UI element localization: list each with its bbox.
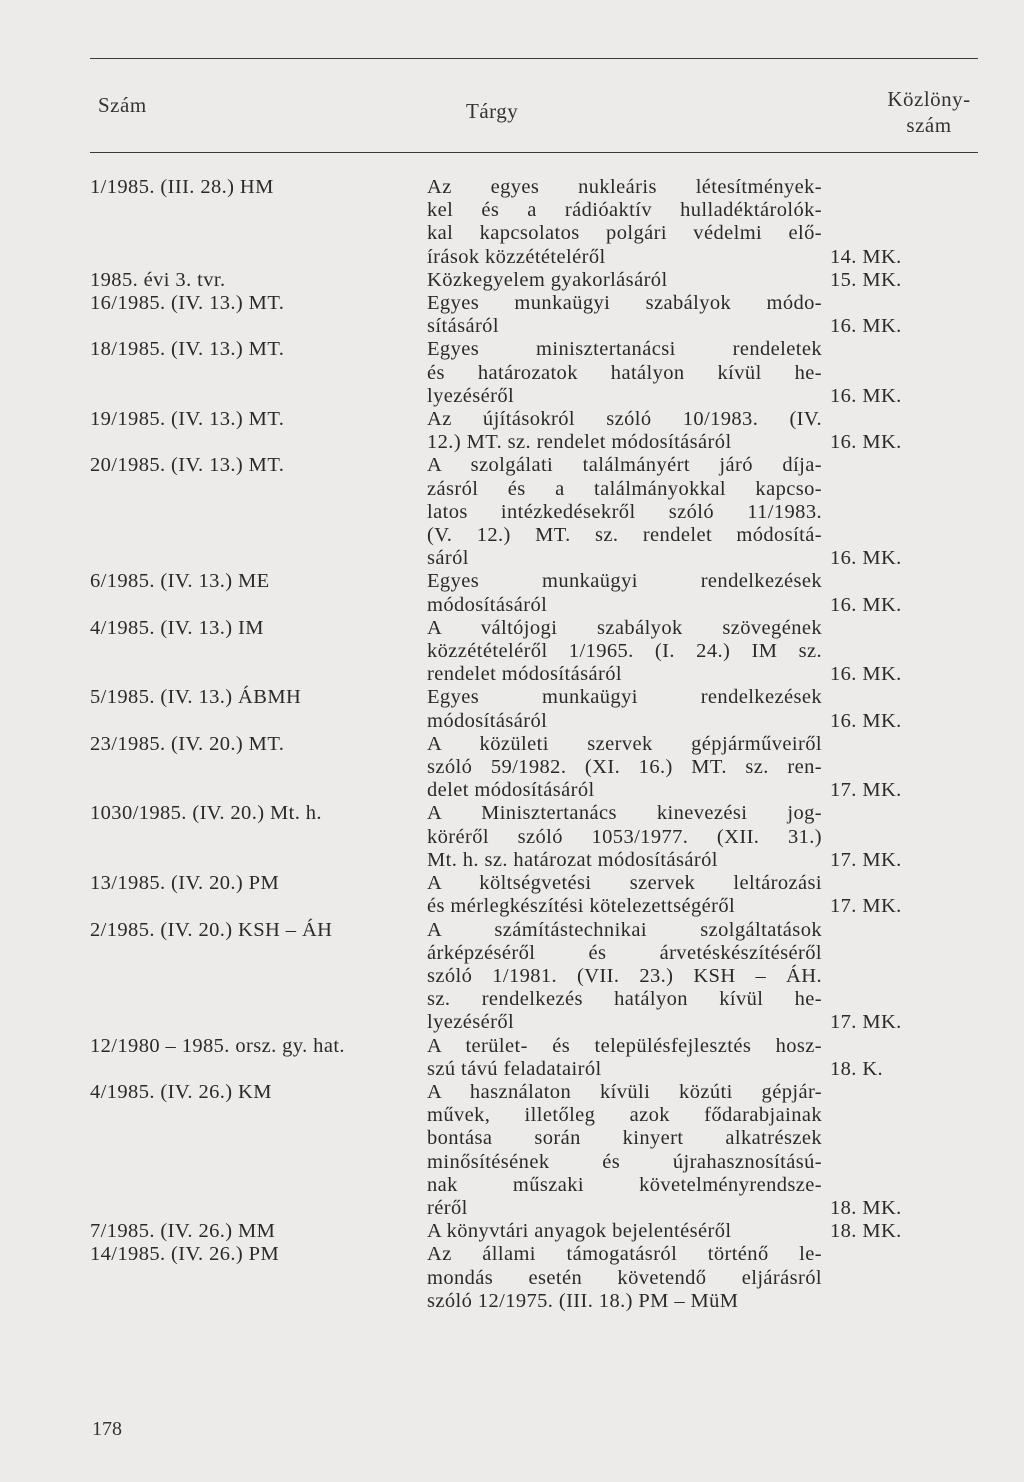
table-row bbox=[90, 617, 980, 687]
entry-subject-line: A használaton kívüli közúti gépjár- bbox=[427, 1080, 822, 1103]
entry-gazette bbox=[822, 292, 980, 338]
entry-gazette-value: 17. MK. bbox=[830, 1011, 902, 1034]
entry-gazette bbox=[822, 176, 980, 269]
entry-number: 23/1985. (IV. 20.) MT. bbox=[90, 732, 285, 755]
entry-gazette-value: 17. MK. bbox=[830, 779, 902, 802]
entry-subject bbox=[427, 919, 822, 1035]
table-row bbox=[90, 733, 980, 803]
entry-gazette bbox=[822, 408, 980, 454]
entry-subject bbox=[427, 1243, 822, 1313]
table-row bbox=[90, 686, 980, 732]
entry-gazette bbox=[822, 1081, 980, 1220]
entry-gazette-value: 16. MK. bbox=[830, 709, 902, 732]
page-number: 178 bbox=[92, 1418, 122, 1440]
entry-subject bbox=[427, 454, 822, 570]
entry-subject bbox=[427, 408, 822, 454]
entry-subject-line: kal kapcsolatos polgári védelmi elő- bbox=[427, 222, 822, 245]
entry-subject-line: közzétételéről 1/1965. (I. 24.) IM sz. bbox=[427, 640, 822, 663]
entry-gazette bbox=[822, 454, 980, 570]
entry-subject-line: minősítésének és újrahasznosítású- bbox=[427, 1150, 822, 1173]
table-row bbox=[90, 1220, 980, 1243]
entry-gazette bbox=[822, 1243, 980, 1313]
entry-subject-line: bontása során kinyert alkatrészek bbox=[427, 1127, 822, 1150]
entry-subject-line: művek, illetőleg azok fődarabjainak bbox=[427, 1104, 822, 1127]
entry-subject-line: A könyvtári anyagok bejelentéséről bbox=[427, 1220, 732, 1243]
entry-gazette-value: 14. MK. bbox=[830, 245, 902, 268]
entry-gazette-value: 16. MK. bbox=[830, 384, 902, 407]
entry-gazette-value: 16. MK. bbox=[830, 663, 902, 686]
entry-subject-line: Az állami támogatásról történő le- bbox=[427, 1243, 822, 1266]
entry-subject-line: nak műszaki követelményrendsze- bbox=[427, 1173, 822, 1196]
entry-subject-line: zásról és a találmányokkal kapcso- bbox=[427, 477, 822, 500]
entry-subject-line: lyezéséről bbox=[427, 1011, 515, 1034]
entry-number: 2/1985. (IV. 20.) KSH – ÁH bbox=[90, 918, 333, 941]
entry-gazette bbox=[822, 1220, 980, 1243]
table-row bbox=[90, 269, 980, 292]
entry-gazette-value: 16. MK. bbox=[830, 315, 902, 338]
entry-gazette-value: 17. MK. bbox=[830, 895, 902, 918]
entry-subject-line: Egyes minisztertanácsi rendeletek bbox=[427, 338, 822, 361]
entry-number: 5/1985. (IV. 13.) ÁBMH bbox=[90, 686, 302, 709]
entry-subject-line: mondás esetén követendő eljárásról bbox=[427, 1266, 822, 1289]
entry-subject-line: Egyes munkaügyi rendelkezések bbox=[427, 570, 822, 593]
entry-gazette bbox=[822, 802, 980, 872]
table-row bbox=[90, 292, 980, 338]
entry-subject-line: kel és a rádióaktív hulladéktárolók- bbox=[427, 199, 822, 222]
entry-subject-line: módosításáról bbox=[427, 593, 548, 616]
table-row bbox=[90, 1081, 980, 1220]
column-header-gazette bbox=[884, 86, 974, 138]
entry-subject-line: latos intézkedésekről szóló 11/1983. bbox=[427, 500, 822, 523]
entry-number: 7/1985. (IV. 26.) MM bbox=[90, 1220, 276, 1243]
entry-subject-line: A váltójogi szabályok szövegének bbox=[427, 616, 822, 639]
entry-subject bbox=[427, 269, 822, 292]
entry-subject-line: rendelet módosításáról bbox=[427, 663, 622, 686]
entry-subject bbox=[427, 570, 822, 616]
entry-subject-line: írások közzétételéről bbox=[427, 245, 606, 268]
entry-subject-line: és mérlegkészítési kötelezettségéről bbox=[427, 895, 736, 918]
entry-subject bbox=[427, 1220, 822, 1243]
entry-gazette-value: 18. MK. bbox=[830, 1220, 902, 1243]
entry-gazette-value: 16. MK. bbox=[830, 431, 902, 454]
entry-subject-line: szóló 59/1982. (XI. 16.) MT. sz. ren- bbox=[427, 756, 822, 779]
column-header-gazette-line-2: szám bbox=[906, 113, 952, 137]
entry-subject-line: sításáról bbox=[427, 315, 499, 338]
entry-subject bbox=[427, 617, 822, 687]
entries-table bbox=[90, 176, 980, 1313]
entry-subject bbox=[427, 733, 822, 803]
entry-number: 18/1985. (IV. 13.) MT. bbox=[90, 338, 285, 361]
entry-subject-line: szóló 1/1981. (VII. 23.) KSH – ÁH. bbox=[427, 964, 822, 987]
entry-subject-line: sz. rendelkezés hatályon kívül he- bbox=[427, 988, 822, 1011]
entry-subject-line: Egyes munkaügyi rendelkezések bbox=[427, 686, 822, 709]
table-row bbox=[90, 802, 980, 872]
column-header-subject: Tárgy bbox=[466, 99, 519, 123]
entry-number: 1030/1985. (IV. 20.) Mt. h. bbox=[90, 802, 322, 825]
entry-subject bbox=[427, 1035, 822, 1081]
entry-number: 1/1985. (III. 28.) HM bbox=[90, 176, 274, 198]
entry-gazette bbox=[822, 269, 980, 292]
entry-number: 12/1980 – 1985. orsz. gy. hat. bbox=[90, 1034, 345, 1057]
entry-subject bbox=[427, 686, 822, 732]
entry-subject-line: A költségvetési szervek leltározási bbox=[427, 872, 822, 895]
table-row bbox=[90, 408, 980, 454]
entry-subject-line: Közkegyelem gyakorlásáról bbox=[427, 268, 668, 291]
entry-subject-line: lyezéséről bbox=[427, 384, 515, 407]
entry-subject bbox=[427, 292, 822, 338]
entry-number: 4/1985. (IV. 26.) KM bbox=[90, 1080, 272, 1103]
entry-subject-line: A Minisztertanács kinevezési jog- bbox=[427, 802, 822, 825]
entry-gazette bbox=[822, 1035, 980, 1081]
entry-gazette bbox=[822, 872, 980, 918]
entry-gazette bbox=[822, 570, 980, 616]
column-header-gazette-line-1: Közlöny- bbox=[887, 87, 971, 111]
entry-gazette bbox=[822, 617, 980, 687]
entry-gazette bbox=[822, 733, 980, 803]
entry-number: 20/1985. (IV. 13.) MT. bbox=[90, 454, 285, 477]
entry-number: 16/1985. (IV. 13.) MT. bbox=[90, 292, 285, 315]
entry-subject-line: 12.) MT. sz. rendelet módosításáról bbox=[427, 431, 732, 454]
entry-gazette bbox=[822, 338, 980, 408]
entry-subject-line: és határozatok hatályon kívül he- bbox=[427, 361, 822, 384]
entry-gazette-value: 18. MK. bbox=[830, 1196, 902, 1219]
entry-subject bbox=[427, 338, 822, 408]
entry-gazette-value: 15. MK. bbox=[830, 268, 902, 291]
entry-subject-line: szú távú feladatairól bbox=[427, 1057, 602, 1080]
table-row bbox=[90, 454, 980, 570]
entry-gazette-value: 16. MK. bbox=[830, 547, 902, 570]
table-row bbox=[90, 872, 980, 918]
table-row bbox=[90, 1035, 980, 1081]
entry-number: 19/1985. (IV. 13.) MT. bbox=[90, 408, 285, 431]
entry-subject-line: Egyes munkaügyi szabályok módo- bbox=[427, 292, 822, 315]
entry-subject bbox=[427, 1081, 822, 1220]
entry-subject-line: árképzéséről és árvetéskészítéséről bbox=[427, 941, 822, 964]
entry-gazette-value: 18. K. bbox=[830, 1057, 884, 1080]
header-top-rule bbox=[90, 58, 978, 59]
entry-subject-line: Mt. h. sz. határozat módosításáról bbox=[427, 848, 718, 871]
entry-subject-line: sáról bbox=[427, 547, 469, 570]
table-row bbox=[90, 338, 980, 408]
entry-subject-line: köréről szóló 1053/1977. (XII. 31.) bbox=[427, 825, 822, 848]
table-row bbox=[90, 1243, 980, 1313]
table-row bbox=[90, 919, 980, 1035]
entry-number: 13/1985. (IV. 20.) PM bbox=[90, 872, 280, 895]
entry-subject bbox=[427, 872, 822, 918]
entry-number: 6/1985. (IV. 13.) ME bbox=[90, 570, 270, 593]
entry-subject-line: A közületi szervek gépjárműveiről bbox=[427, 732, 822, 755]
entry-number: 4/1985. (IV. 13.) IM bbox=[90, 616, 264, 639]
entry-number: 14/1985. (IV. 26.) PM bbox=[90, 1243, 280, 1266]
column-header-number: Szám bbox=[98, 93, 147, 117]
entry-subject-line: szóló 12/1975. (III. 18.) PM – MüM bbox=[427, 1289, 739, 1312]
entry-subject-line: Az egyes nukleáris létesítmények- bbox=[427, 176, 822, 198]
entry-gazette-value: 17. MK. bbox=[830, 848, 902, 871]
entry-subject-line: réről bbox=[427, 1196, 468, 1219]
entry-gazette-value: 16. MK. bbox=[830, 593, 902, 616]
header-bottom-rule bbox=[90, 152, 978, 153]
entry-subject-line: módosításáról bbox=[427, 709, 548, 732]
entry-subject bbox=[427, 802, 822, 872]
entry-gazette bbox=[822, 686, 980, 732]
table-row bbox=[90, 176, 980, 269]
entry-subject bbox=[427, 176, 822, 269]
entry-gazette bbox=[822, 919, 980, 1035]
entry-subject-line: delet módosításáról bbox=[427, 779, 595, 802]
entry-number: 1985. évi 3. tvr. bbox=[90, 268, 226, 291]
entry-subject-line: Az újításokról szóló 10/1983. (IV. bbox=[427, 408, 822, 431]
entry-subject-line: A számítástechnikai szolgáltatások bbox=[427, 918, 822, 941]
entry-subject-line: (V. 12.) MT. sz. rendelet módosítá- bbox=[427, 524, 822, 547]
table-row bbox=[90, 570, 980, 616]
entry-subject-line: A terület- és településfejlesztés hosz- bbox=[427, 1034, 822, 1057]
entry-subject-line: A szolgálati találmányért járó díja- bbox=[427, 454, 822, 477]
